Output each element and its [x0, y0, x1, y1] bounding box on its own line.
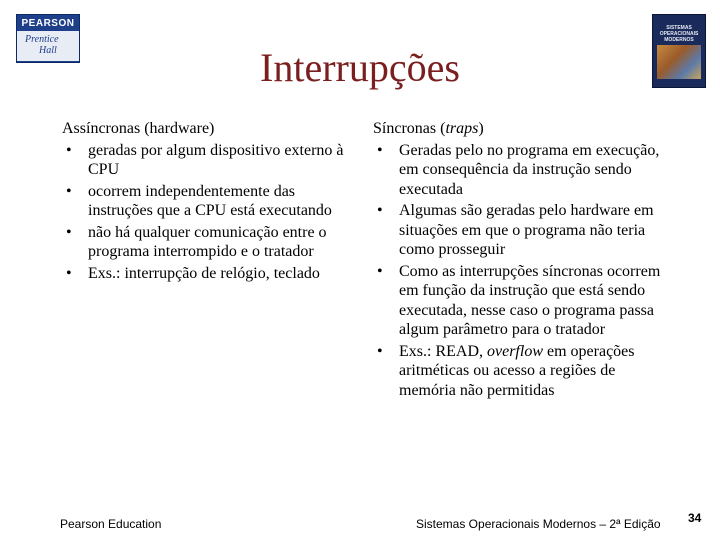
bullet-icon: • [66, 182, 72, 200]
list-item-text: Exs.: interrupção de relógio, teclado [88, 264, 320, 282]
right-heading [373, 119, 663, 139]
list-item-text: Algumas são geradas pelo hardware em situações em que o programa não teria como prosseguir [399, 202, 654, 258]
slide-title: Interrupções [260, 45, 460, 90]
right-heading-part: Síncronas ( [373, 120, 446, 137]
right-heading-part: ) [478, 120, 484, 137]
bullet-icon: • [377, 342, 383, 360]
right-heading-italic: traps [445, 120, 479, 137]
footer-book-title: Sistemas Operacionais Modernos – 2ª Edição [416, 517, 661, 531]
list-item-text: não há qualquer comunicação entre o programa interrompido e o tratador [88, 223, 327, 260]
right-bullet-list [373, 141, 663, 401]
bullet-icon: • [377, 262, 383, 280]
bullet-icon: • [66, 264, 72, 282]
list-item [62, 141, 352, 180]
left-heading: Assíncronas (hardware) [62, 120, 215, 137]
list-item-text: Como as interrupções síncronas ocorrem em função da instrução que está sendo executada, nesse caso o programa passa algum parâmetro para o tratador [399, 262, 661, 338]
text-italic: overflow [487, 342, 543, 360]
logo-line-1: PEARSON [21, 18, 75, 29]
list-item-text: Geradas pelo no programa em execução, em consequência da instrução sendo executada [399, 141, 660, 198]
list-item [373, 262, 663, 340]
list-item-text: ocorrem independentemente das instruções que a CPU está executando [88, 182, 332, 219]
list-item [62, 264, 352, 284]
list-item-text: geradas por algum dispositivo externo à CPU [88, 141, 344, 178]
left-column [62, 119, 352, 285]
book-cover-title: SISTEMAS OPERACIONAIS MODERNOS [659, 25, 699, 43]
logo-line-2: Prentice [25, 34, 59, 45]
list-item [62, 223, 352, 262]
list-item [62, 182, 352, 221]
list-item-text [399, 343, 635, 399]
list-item [373, 342, 663, 401]
list-item [373, 201, 663, 260]
text-part: Exs.: READ, [399, 342, 487, 360]
bullet-icon: • [377, 141, 383, 159]
text-part: em operações aritméticas ou acesso a regiões de memória não permitidas [399, 342, 635, 399]
bullet-icon: • [66, 141, 72, 159]
bullet-icon: • [66, 223, 72, 241]
logo-line-3: Hall [39, 45, 57, 56]
bullet-icon: • [377, 202, 383, 219]
footer-publisher: Pearson Education [60, 517, 162, 531]
left-bullet-list [62, 141, 352, 284]
list-item [373, 141, 663, 200]
right-column [373, 119, 663, 402]
page-number: 34 [688, 511, 702, 525]
